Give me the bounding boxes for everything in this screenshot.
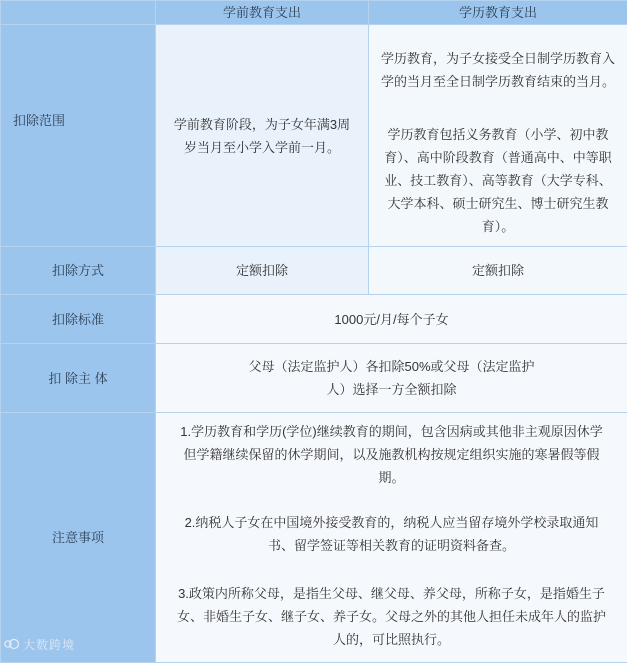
watermark-text: 大数跨境 <box>23 638 75 652</box>
row-label-standard: 扣除标准 <box>1 295 156 344</box>
watermark-logo-icon <box>4 637 20 651</box>
scope-academic <box>369 25 627 247</box>
header-preschool: 学前教育支出 <box>156 1 369 25</box>
note-2: 2.纳税人子女在中国境外接受教育的，纳税人应当留存境外学校录取通知书、留学签证等相关教育的证明资料备查。 <box>156 496 627 571</box>
note-1: 1.学历教育和学历(学位)继续教育的期间，包含因病或其他非主观原因休学但学籍继续保留的休学期间，以及施教机构按规定组织实施的寒暑假等假期。 <box>156 413 627 496</box>
subject-value: 父母（法定监护人）各扣除50%或父母（法定监护人）选择一方全额扣除 <box>156 344 627 413</box>
header-academic: 学历教育支出 <box>369 1 627 25</box>
scope-preschool: 学前教育阶段，为子女年满3周岁当月至小学入学前一月。 <box>156 25 369 247</box>
row-label-scope: 扣除范围 <box>1 25 156 247</box>
scope-academic-part2: 学历教育包括义务教育（小学、初中教育）、高中阶段教育（普通高中、中等职业、技工教育）、高等教育（大学专科、大学本科、硕士研究生、博士研究生教育）。 <box>369 115 627 246</box>
row-label-subject: 扣 除主 体 <box>1 344 156 413</box>
scope-academic-part1: 学历教育，为子女接受全日制学历教育入学的当月至全日制学历教育结束的当月。 <box>369 25 627 115</box>
notes-content <box>156 413 627 663</box>
standard-value: 1000元/月/每个子女 <box>156 295 627 344</box>
row-label-method: 扣除方式 <box>1 247 156 295</box>
method-preschool: 定额扣除 <box>156 247 369 295</box>
method-academic: 定额扣除 <box>369 247 627 295</box>
row-label-notes: 注意事项 <box>1 413 156 663</box>
note-3: 3.政策内所称父母，是指生父母、继父母、养父母，所称子女，是指婚生子女、非婚生子女、继子女、养子女。父母之外的其他人担任未成年人的监护人的，可比照执行。 <box>156 571 627 661</box>
corner-cell <box>1 1 156 25</box>
watermark <box>4 636 75 653</box>
